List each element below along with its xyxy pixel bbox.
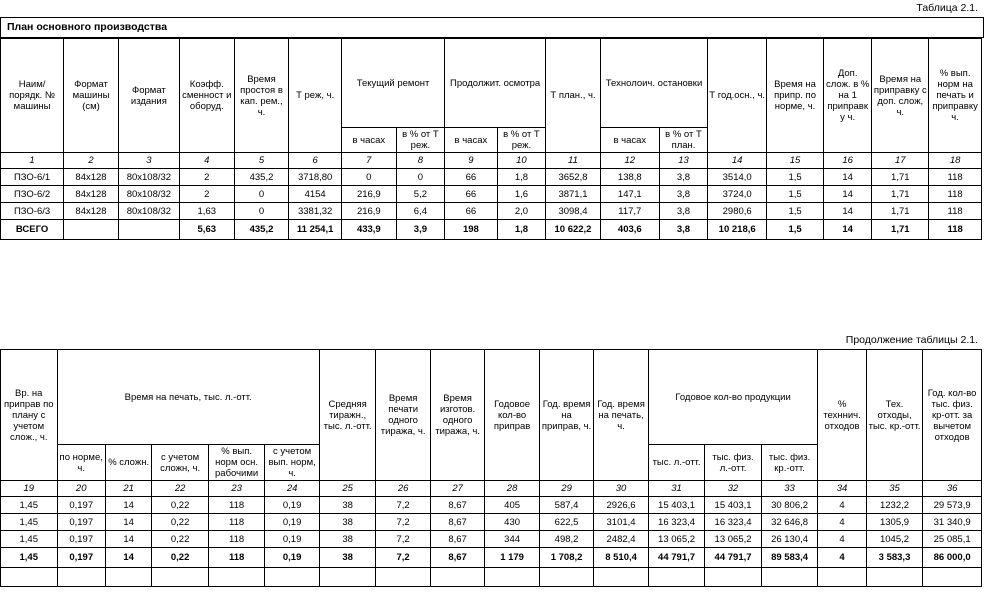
cell: 10 218,6 <box>708 220 767 240</box>
cell: 89 583,4 <box>761 548 818 568</box>
cell: 0,22 <box>152 531 209 548</box>
cell: 2 <box>179 186 234 203</box>
cell: 118 <box>208 531 265 548</box>
header-t-rezh: Т реж, ч. <box>289 39 342 153</box>
cell: 1,71 <box>872 220 929 240</box>
table1-title: План основного производства <box>0 17 984 38</box>
cell: 0 <box>396 169 444 186</box>
cell: 3,9 <box>396 220 444 240</box>
cell <box>118 220 179 240</box>
header-annual-print-time: Год. время на печать, ч. <box>594 350 648 481</box>
col-num: 35 <box>866 481 923 497</box>
col-num: 11 <box>546 153 601 169</box>
cell: 38 <box>319 531 376 548</box>
cell: 118 <box>208 514 265 531</box>
header-norm-fulfillment: % вып. норм на печать и приправку ч. <box>929 39 982 153</box>
table1-column-numbers <box>1 153 982 169</box>
cell: 4 <box>818 531 866 548</box>
cell: 6,4 <box>396 203 444 220</box>
table2 <box>0 349 982 587</box>
cell: 118 <box>929 186 982 203</box>
cell-total-label: ВСЕГО <box>1 220 64 240</box>
cell: 1,8 <box>497 169 545 186</box>
cell: 3,8 <box>659 186 707 203</box>
cell: 8,67 <box>430 497 484 514</box>
table1-total-row <box>1 220 982 240</box>
cell: 0,19 <box>265 514 320 531</box>
cell: 3871,1 <box>546 186 601 203</box>
table-row <box>1 531 982 548</box>
header-annual-net-output: Год. кол-во тыс. физ. кр-отт. за вычетом отходов <box>923 350 982 481</box>
cell: 13 065,2 <box>648 531 705 548</box>
header-inspect-percent: в % от Т реж. <box>497 128 545 153</box>
header-shift-coeff: Коэфф. сменност и оборуд. <box>179 39 234 153</box>
cell: 11 254,1 <box>289 220 342 240</box>
cell: 25 085,1 <box>923 531 982 548</box>
cell: 8,67 <box>430 514 484 531</box>
cell: 3101,4 <box>594 514 648 531</box>
cell: 29 573,9 <box>923 497 982 514</box>
cell: 26 130,4 <box>761 531 818 548</box>
cell <box>818 568 866 587</box>
cell: 1,63 <box>179 203 234 220</box>
header-makeready-norm-time: Время на припр. по норме, ч. <box>767 39 824 153</box>
cell: 84х128 <box>64 186 119 203</box>
cell: 344 <box>485 531 539 548</box>
cell: 0,19 <box>265 531 320 548</box>
cell: 8,67 <box>430 531 484 548</box>
cell <box>539 568 593 587</box>
header-complexity-percent: % сложн. <box>105 445 151 481</box>
cell <box>705 568 762 587</box>
cell: 118 <box>208 548 265 568</box>
cell: 5,2 <box>396 186 444 203</box>
cell: 498,2 <box>539 531 593 548</box>
cell: 14 <box>823 203 871 220</box>
cell: 66 <box>445 169 498 186</box>
cell: 118 <box>929 203 982 220</box>
cell: 38 <box>319 497 376 514</box>
cell: 8,67 <box>430 548 484 568</box>
cell: 4154 <box>289 186 342 203</box>
header-inspect-hours: в часах <box>445 128 498 153</box>
cell: 1232,2 <box>866 497 923 514</box>
col-num: 12 <box>600 153 659 169</box>
cell <box>57 568 105 587</box>
cell <box>923 568 982 587</box>
cell: 2980,6 <box>708 203 767 220</box>
col-num: 5 <box>234 153 289 169</box>
table2-total-row <box>1 548 982 568</box>
header-by-norm: по норме, ч. <box>57 445 105 481</box>
header-output-phys-color: тыс. физ. кр.-отт. <box>761 445 818 481</box>
cell: 66 <box>445 203 498 220</box>
header-annual-makeready-time: Год. время на приправ, ч. <box>539 350 593 481</box>
table2-caption: Продолжение таблицы 2.1. <box>845 334 978 346</box>
col-num: 2 <box>64 153 119 169</box>
cell: 14 <box>823 220 871 240</box>
cell: 1,45 <box>1 497 58 514</box>
cell: 3718,80 <box>289 169 342 186</box>
cell: 14 <box>105 548 151 568</box>
header-tech-waste: Тех. отходы, тыс. кр.-отт. <box>866 350 923 481</box>
cell: 1,5 <box>767 220 824 240</box>
table1-caption: Таблица 2.1. <box>916 2 978 14</box>
cell: 7,2 <box>376 548 430 568</box>
cell: 7,2 <box>376 514 430 531</box>
cell <box>265 568 320 587</box>
cell <box>319 568 376 587</box>
cell: 118 <box>208 497 265 514</box>
header-output-phys-sheets: тыс. физ. л.-отт. <box>705 445 762 481</box>
cell <box>430 568 484 587</box>
col-num: 7 <box>341 153 396 169</box>
table-row <box>1 186 982 203</box>
cell: 1,6 <box>497 186 545 203</box>
cell <box>105 568 151 587</box>
header-output-sheets: тыс. л.-отт. <box>648 445 705 481</box>
cell: 14 <box>823 169 871 186</box>
cell: ПЗО-6/2 <box>1 186 64 203</box>
header-group-tech-stops: Технолоич. остановки <box>600 39 707 128</box>
cell: 44 791,7 <box>705 548 762 568</box>
cell: 0 <box>234 203 289 220</box>
col-num: 32 <box>705 481 762 497</box>
header-extra-complexity: Доп. слож. в % на 1 приправку ч. <box>823 39 871 153</box>
cell: 0 <box>341 169 396 186</box>
cell: 16 323,4 <box>705 514 762 531</box>
header-name: Наим/ порядк. № машины <box>1 39 64 153</box>
cell: 430 <box>485 514 539 531</box>
cell: 1,5 <box>767 203 824 220</box>
header-group-print-time: Время на печать, тыс. л.-отт. <box>57 350 319 445</box>
header-norm-fulfillment-workers: % вып. норм осн. рабочими <box>208 445 265 481</box>
header-group-annual-output: Годовое кол-во продукции <box>648 350 818 445</box>
cell: 84х128 <box>64 169 119 186</box>
cell <box>64 220 119 240</box>
cell <box>152 568 209 587</box>
col-num: 1 <box>1 153 64 169</box>
cell: 1,71 <box>872 169 929 186</box>
cell: 216,9 <box>341 203 396 220</box>
cell: 1,5 <box>767 186 824 203</box>
cell: 14 <box>823 186 871 203</box>
cell: 14 <box>105 497 151 514</box>
col-num: 34 <box>818 481 866 497</box>
cell: 0,22 <box>152 497 209 514</box>
cell: 0,197 <box>57 497 105 514</box>
header-tech-waste-percent: % техннич. отходов <box>818 350 866 481</box>
col-num: 3 <box>118 153 179 169</box>
cell: 216,9 <box>341 186 396 203</box>
cell: 3381,32 <box>289 203 342 220</box>
cell: 0 <box>234 186 289 203</box>
header-group-current-repair: Текущий ремонт <box>341 39 444 128</box>
cell: 403,6 <box>600 220 659 240</box>
col-num: 33 <box>761 481 818 497</box>
cell <box>866 568 923 587</box>
cell: 435,2 <box>234 220 289 240</box>
header-with-norm-fulfillment: с учетом вып. норм, ч. <box>265 445 320 481</box>
cell: 15 403,1 <box>705 497 762 514</box>
cell: 198 <box>445 220 498 240</box>
cell: 80х108/32 <box>118 203 179 220</box>
table2-header-row-1 <box>1 350 982 445</box>
cell: 13 065,2 <box>705 531 762 548</box>
cell: 147,1 <box>600 186 659 203</box>
cell: 1,45 <box>1 548 58 568</box>
header-group-inspection: Продолжит. осмотра <box>445 39 546 128</box>
cell: 1,5 <box>767 169 824 186</box>
table-row <box>1 497 982 514</box>
table-row <box>1 514 982 531</box>
header-tech-percent: в % от Т план. <box>659 128 707 153</box>
cell: 117,7 <box>600 203 659 220</box>
cell: ПЗО-6/3 <box>1 203 64 220</box>
cell: 1305,9 <box>866 514 923 531</box>
cell <box>594 568 648 587</box>
col-num: 23 <box>208 481 265 497</box>
header-repair-percent: в % от Т реж. <box>396 128 444 153</box>
cell: 2,0 <box>497 203 545 220</box>
cell: 4 <box>818 497 866 514</box>
col-num: 4 <box>179 153 234 169</box>
cell: 38 <box>319 548 376 568</box>
header-make-time-one-run: Время изготов. одного тиража, ч. <box>430 350 484 481</box>
cell: 1,8 <box>497 220 545 240</box>
cell: 1,45 <box>1 531 58 548</box>
cell: 80х108/32 <box>118 169 179 186</box>
col-num: 8 <box>396 153 444 169</box>
cell: 16 323,4 <box>648 514 705 531</box>
cell: 66 <box>445 186 498 203</box>
col-num: 18 <box>929 153 982 169</box>
cell: 0,19 <box>265 497 320 514</box>
col-num: 20 <box>57 481 105 497</box>
col-num: 19 <box>1 481 58 497</box>
cell: 2 <box>179 169 234 186</box>
section-gap <box>0 240 984 332</box>
cell: 7,2 <box>376 531 430 548</box>
table2-blank-row <box>1 568 982 587</box>
cell: 4 <box>818 514 866 531</box>
col-num: 14 <box>708 153 767 169</box>
cell: 405 <box>485 497 539 514</box>
col-num: 16 <box>823 153 871 169</box>
cell <box>1 568 58 587</box>
col-num: 36 <box>923 481 982 497</box>
col-num: 15 <box>767 153 824 169</box>
cell: 138,8 <box>600 169 659 186</box>
cell: 0,22 <box>152 548 209 568</box>
col-num: 31 <box>648 481 705 497</box>
col-num: 27 <box>430 481 484 497</box>
cell: 86 000,0 <box>923 548 982 568</box>
cell: ПЗО-6/1 <box>1 169 64 186</box>
col-num: 17 <box>872 153 929 169</box>
header-avg-run: Средняя тиражн., тыс. л.-отт. <box>319 350 376 481</box>
cell: 8 510,4 <box>594 548 648 568</box>
cell: 10 622,2 <box>546 220 601 240</box>
table-row <box>1 169 982 186</box>
cell: 7,2 <box>376 497 430 514</box>
cell: 118 <box>929 220 982 240</box>
cell: 15 403,1 <box>648 497 705 514</box>
cell: 30 806,2 <box>761 497 818 514</box>
col-num: 24 <box>265 481 320 497</box>
cell: 84х128 <box>64 203 119 220</box>
table2-column-numbers <box>1 481 982 497</box>
header-t-god-osn: Т год.осн., ч. <box>708 39 767 153</box>
col-num: 29 <box>539 481 593 497</box>
cell: 3724,0 <box>708 186 767 203</box>
header-machine-format: Формат машины (см) <box>64 39 119 153</box>
header-with-complexity: с учетом сложн, ч. <box>152 445 209 481</box>
cell: 118 <box>929 169 982 186</box>
cell: 3098,4 <box>546 203 601 220</box>
col-num: 6 <box>289 153 342 169</box>
cell: 0,19 <box>265 548 320 568</box>
cell: 435,2 <box>234 169 289 186</box>
col-num: 22 <box>152 481 209 497</box>
table1 <box>0 38 982 240</box>
cell: 1,71 <box>872 186 929 203</box>
header-repair-hours: в часах <box>341 128 396 153</box>
header-annual-makereadies: Годовое кол-во приправ <box>485 350 539 481</box>
header-downtime: Время простоя в кап. рем., ч. <box>234 39 289 153</box>
cell: 0,197 <box>57 548 105 568</box>
cell: 1,71 <box>872 203 929 220</box>
cell: 4 <box>818 548 866 568</box>
cell: 14 <box>105 531 151 548</box>
header-t-plan: Т план., ч. <box>546 39 601 153</box>
col-num: 25 <box>319 481 376 497</box>
header-print-time-one-run: Время печати одного тиража, ч. <box>376 350 430 481</box>
cell: 1,45 <box>1 514 58 531</box>
cell: 2482,4 <box>594 531 648 548</box>
cell: 622,5 <box>539 514 593 531</box>
col-num: 9 <box>445 153 498 169</box>
cell <box>761 568 818 587</box>
cell: 2926,6 <box>594 497 648 514</box>
header-makeready-with-complexity: Время на приправку с доп. слож, ч. <box>872 39 929 153</box>
col-num: 13 <box>659 153 707 169</box>
cell: 0,22 <box>152 514 209 531</box>
cell: 433,9 <box>341 220 396 240</box>
table-row <box>1 203 982 220</box>
cell: 38 <box>319 514 376 531</box>
cell: 3,8 <box>659 169 707 186</box>
col-num: 10 <box>497 153 545 169</box>
cell: 32 646,8 <box>761 514 818 531</box>
cell: 0,197 <box>57 531 105 548</box>
col-num: 30 <box>594 481 648 497</box>
cell: 44 791,7 <box>648 548 705 568</box>
cell: 0,197 <box>57 514 105 531</box>
cell <box>208 568 265 587</box>
cell: 80х108/32 <box>118 186 179 203</box>
cell: 5,63 <box>179 220 234 240</box>
cell <box>648 568 705 587</box>
cell: 1045,2 <box>866 531 923 548</box>
cell: 3514,0 <box>708 169 767 186</box>
header-edition-format: Формат издания <box>118 39 179 153</box>
cell: 31 340,9 <box>923 514 982 531</box>
cell: 14 <box>105 514 151 531</box>
cell <box>376 568 430 587</box>
cell <box>485 568 539 587</box>
cell: 3,8 <box>659 203 707 220</box>
cell: 3 583,3 <box>866 548 923 568</box>
header-tech-hours: в часах <box>600 128 659 153</box>
cell: 3652,8 <box>546 169 601 186</box>
cell: 587,4 <box>539 497 593 514</box>
col-num: 28 <box>485 481 539 497</box>
col-num: 26 <box>376 481 430 497</box>
col-num: 21 <box>105 481 151 497</box>
table1-header-row-1 <box>1 39 982 128</box>
header-makeready-plan-time: Вр. на приправ по плану с учетом слож., ч. <box>1 350 58 481</box>
cell: 1 179 <box>485 548 539 568</box>
cell: 3,8 <box>659 220 707 240</box>
cell: 1 708,2 <box>539 548 593 568</box>
